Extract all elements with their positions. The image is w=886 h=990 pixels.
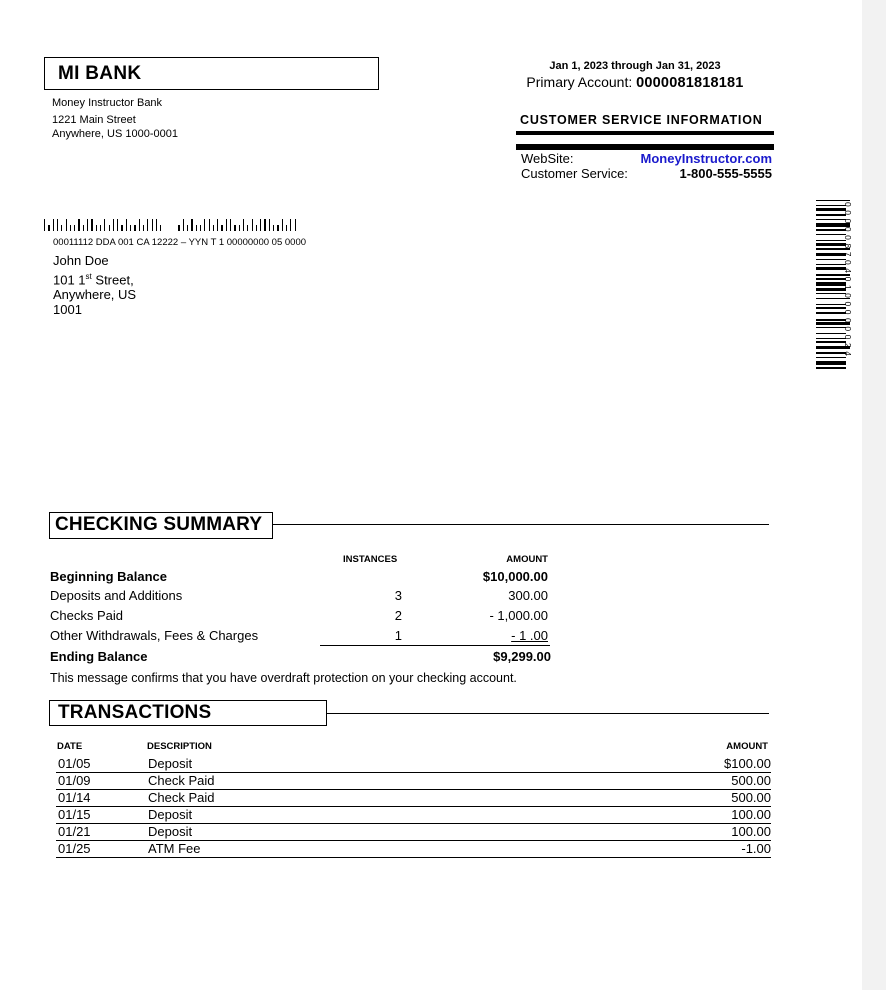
- customer-service-title: CUSTOMER SERVICE INFORMATION: [520, 113, 763, 127]
- summary-row-amount: - 1,000.00: [489, 608, 548, 623]
- barcode-bar: [83, 225, 84, 231]
- barcode-bar: [243, 219, 244, 231]
- tx-date: 01/21: [58, 824, 91, 839]
- overdraft-message: This message confirms that you have overdraft protection on your checking account.: [50, 671, 517, 685]
- barcode-bar: [816, 200, 850, 201]
- website-link[interactable]: MoneyInstructor.com: [640, 151, 772, 166]
- barcode-bar: [213, 225, 214, 231]
- summary-row-amount: $9,299.00: [493, 649, 551, 664]
- barcode-bar: [286, 225, 287, 231]
- bank-street: 1221 Main Street: [52, 114, 136, 126]
- section-rule: [326, 713, 769, 714]
- tx-amount: 100.00: [731, 807, 771, 822]
- tx-date: 01/14: [58, 790, 91, 805]
- barcode-bar: [277, 225, 278, 231]
- barcode-bar: [200, 225, 201, 231]
- barcode-bar: [269, 219, 270, 231]
- customer-street: [53, 272, 134, 287]
- barcode-bar: [96, 225, 97, 231]
- summary-row-instances: 3: [394, 588, 402, 603]
- customer-zip: 1001: [53, 302, 82, 317]
- divider: [516, 144, 774, 150]
- summary-row-label: Ending Balance: [50, 649, 148, 664]
- customer-city: Anywhere, US: [53, 287, 137, 302]
- bank-full-name: Money Instructor Bank: [52, 97, 163, 109]
- street-suffix: st: [85, 272, 92, 281]
- website-label: WebSite:: [521, 151, 574, 166]
- postal-barcode: [44, 219, 336, 231]
- primary-account-label: Primary Account:: [526, 74, 633, 90]
- barcode-bar: [187, 225, 188, 231]
- description-header: DESCRIPTION: [147, 741, 212, 752]
- barcode-bar: [121, 225, 122, 231]
- barcode-bar: [48, 225, 49, 231]
- tx-date: 01/25: [58, 841, 91, 856]
- barcode-bar: [100, 225, 101, 231]
- tx-date: 01/05: [58, 756, 91, 771]
- table-row: [56, 789, 771, 807]
- barcode-bar: [78, 219, 79, 231]
- barcode-bar: [183, 219, 184, 231]
- barcode-bar: [87, 219, 88, 231]
- tx-description: Check Paid: [148, 773, 215, 788]
- barcode-bar: [74, 225, 75, 231]
- barcode-bar: [196, 225, 197, 231]
- barcode-bar: [104, 219, 105, 231]
- barcode-bar: [57, 219, 58, 231]
- barcode-bar: [66, 219, 67, 231]
- instances-header: INSTANCES: [343, 554, 398, 565]
- bank-name: MI BANK: [58, 63, 142, 84]
- barcode-bar: [134, 225, 135, 231]
- barcode-bar: [260, 219, 261, 231]
- tx-date: 01/15: [58, 807, 91, 822]
- amount-header: AMOUNT: [506, 554, 548, 565]
- summary-row-amount: $10,000.00: [482, 569, 548, 584]
- tx-amount: 500.00: [731, 773, 771, 788]
- summary-row-amount: 300.00: [508, 588, 548, 603]
- barcode-bar: [234, 225, 235, 231]
- account-number: 0000081818181: [636, 75, 744, 91]
- summary-row-label: Deposits and Additions: [50, 588, 183, 603]
- bank-city: Anywhere, US 1000-0001: [52, 128, 178, 140]
- barcode-bar: [256, 225, 257, 231]
- barcode-bar: [113, 219, 114, 231]
- tx-amount: 500.00: [731, 790, 771, 805]
- primary-account: [490, 74, 780, 91]
- statement-period: Jan 1, 2023 through Jan 31, 2023: [549, 60, 721, 72]
- tx-amount: 100.00: [731, 824, 771, 839]
- barcode-bar: [191, 219, 192, 231]
- tx-amount: -1.00: [741, 841, 771, 856]
- tx-date: 01/09: [58, 773, 91, 788]
- barcode-bar: [61, 225, 62, 231]
- barcode-bar: [156, 219, 157, 231]
- barcode-bar: [117, 219, 118, 231]
- table-row: [56, 772, 771, 790]
- barcode-bar: [70, 225, 71, 231]
- table-row: [56, 806, 771, 824]
- barcode-bar: [147, 219, 148, 231]
- side-barcode-number: 0 0 0 0 0 8 7 0 4 0 1 0 0 0 0 0 0 2 4: [843, 202, 853, 357]
- summary-row-instances: 1: [394, 628, 402, 643]
- barcode-bar: [221, 225, 222, 231]
- table-row: [56, 823, 771, 841]
- barcode-bar: [126, 219, 127, 231]
- section-rule: [272, 524, 769, 525]
- total-rule: [320, 645, 550, 646]
- barcode-bar: [282, 219, 283, 231]
- barcode-bar: [178, 225, 179, 231]
- tx-description: ATM Fee: [148, 841, 201, 856]
- vertical-scrollbar[interactable]: [862, 0, 886, 990]
- barcode-bar: [247, 225, 248, 231]
- street-number: 101 1: [53, 272, 86, 288]
- summary-row-label: Other Withdrawals, Fees & Charges: [50, 628, 259, 643]
- barcode-bar: [230, 219, 231, 231]
- barcode-bar: [264, 219, 265, 231]
- barcode-bar: [139, 219, 140, 231]
- summary-row-amount: - 1 .00: [511, 628, 548, 643]
- barcode-bar: [53, 219, 54, 231]
- barcode-bar: [160, 225, 161, 231]
- tx-description: Deposit: [148, 824, 193, 839]
- routing-line: 00011112 DDA 001 CA 12222 – YYN T 1 00000000 05 0000: [53, 237, 307, 248]
- transactions-title: TRANSACTIONS: [58, 702, 212, 723]
- barcode-bar: [295, 219, 296, 231]
- tx-description: Check Paid: [148, 790, 215, 805]
- barcode-bar: [91, 219, 92, 231]
- summary-row-label: Checks Paid: [50, 608, 123, 623]
- barcode-bar: [239, 225, 240, 231]
- table-row: [56, 755, 771, 773]
- barcode-bar: [217, 219, 218, 231]
- barcode-bar: [209, 219, 210, 231]
- phone-label: Customer Service:: [521, 166, 628, 181]
- tx-amount: $100.00: [724, 756, 771, 771]
- customer-name: John Doe: [53, 253, 109, 268]
- date-header: DATE: [57, 741, 83, 752]
- barcode-bar: [204, 219, 205, 231]
- barcode-bar: [290, 219, 291, 231]
- summary-row-label: Beginning Balance: [50, 569, 168, 584]
- barcode-bar: [109, 225, 110, 231]
- barcode-bar: [226, 219, 227, 231]
- barcode-bar: [152, 219, 153, 231]
- barcode-bar: [130, 225, 131, 231]
- table-row: [56, 840, 771, 858]
- barcode-bar: [143, 225, 144, 231]
- divider: [516, 131, 774, 135]
- tx-description: Deposit: [148, 807, 193, 822]
- street-rest: Street,: [91, 272, 134, 288]
- amount-header: AMOUNT: [726, 741, 768, 752]
- tx-description: Deposit: [148, 756, 193, 771]
- checking-summary-title: CHECKING SUMMARY: [55, 514, 263, 535]
- barcode-bar: [273, 225, 274, 231]
- barcode-bar: [44, 219, 45, 231]
- barcode-bar: [252, 219, 253, 231]
- phone-number: 1-800-555-5555: [679, 166, 772, 181]
- summary-row-instances: 2: [394, 608, 402, 623]
